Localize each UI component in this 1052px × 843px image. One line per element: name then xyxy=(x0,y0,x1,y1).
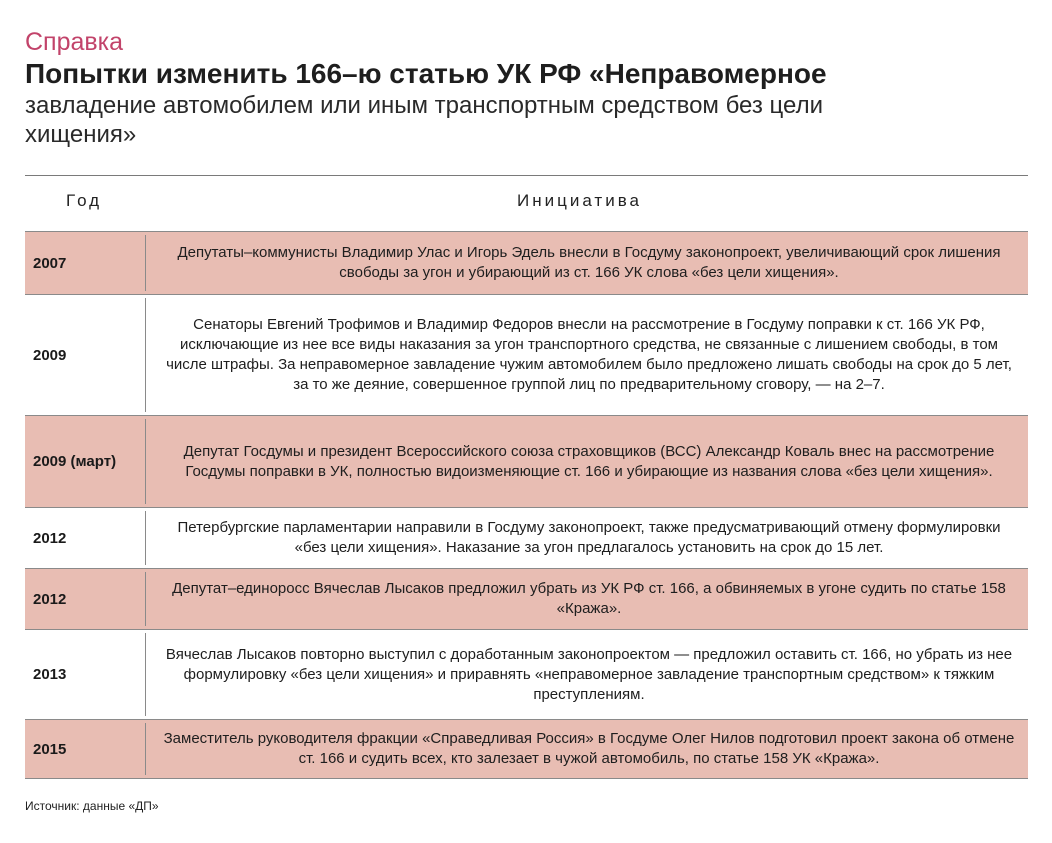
row-year: 2012 xyxy=(33,590,67,608)
row-year: 2015 xyxy=(33,740,67,758)
row-initiative: Заместитель руководителя фракции «Справедливая Россия» в Госдуме Олег Нилов подготовил проект закона об отмене ст. 166 и судить всех, кто залезает в чужой автомобиль, по статье 158 УК «Кража». xyxy=(163,730,1015,767)
row-initiative: Депутат–единоросс Вячеслав Лысаков предложил убрать из УК РФ ст. 166, а обвиняемых в угоне судить по статье 158 «Кража». xyxy=(172,580,1006,617)
row-initiative: Депутат Госдумы и президент Всероссийского союза страховщиков (ВСС) Александр Коваль внес на рассмотрение Госдумы поправки в УК, полностью видоизменяющие ст. 166 и убирающие из названия слова «без цели хищения». xyxy=(183,442,995,480)
row-year: 2009 (март) xyxy=(33,453,117,470)
table-row xyxy=(25,415,1028,507)
column-header-year: Год xyxy=(66,191,103,210)
initiatives-table xyxy=(25,231,1028,779)
row-year: 2012 xyxy=(33,529,67,547)
row-initiative: Сенаторы Евгений Трофимов и Владимир Федоров внесли на рассмотрение в Госдуму поправки к ст. 166 УК РФ, исключающие из нее все виды наказания за угон транспортного средства, не связанные с лишением свободы, в том числе штрафы. За неправомерное завладение чужим автомобилем было предложено лишать свободы на срок до 5 лет, за то же деяние, совершенное группой лиц по предварительному сговору, — на 2–7. xyxy=(166,316,1012,393)
table-row xyxy=(25,568,1028,629)
column-header-initiative: Инициатива xyxy=(517,191,642,210)
row-initiative: Вячеслав Лысаков повторно выступил с доработанным законопроектом — предложил оставить ст. 166, но убрать из нее формулировку «без цели хищения» и приравнять «неправомерное завладение транспортным средством» к тяжким преступлениям. xyxy=(165,645,1013,703)
table-row xyxy=(25,719,1028,779)
page-title: Попытки изменить 166–ю статью УК РФ «Неправомерное xyxy=(25,58,827,89)
table-row xyxy=(25,231,1028,294)
kicker: Справка xyxy=(25,28,124,56)
table-row xyxy=(25,294,1028,415)
table-row xyxy=(25,507,1028,568)
row-year: 2007 xyxy=(33,254,67,272)
table-row xyxy=(25,629,1028,719)
row-initiative: Депутаты–коммунисты Владимир Улас и Игорь Эдель внесли в Госдуму законопроект, увеличивающий срок лишения свободы за угон и убирающий из ст. 166 УК слова «без цели хищения». xyxy=(177,244,1001,281)
row-year: 2009 xyxy=(33,346,67,364)
page-subtitle: завладение автомобилем или иным транспортным средством без цели хищения» xyxy=(25,92,823,148)
row-initiative: Петербургские парламентарии направили в Госдуму законопроект, также предусматривающий отмену формулировки «без цели хищения». Наказание за угон предлагалось установить на срок до 15 лет. xyxy=(177,519,1001,556)
source-note: Источник: данные «ДП» xyxy=(25,799,159,813)
top-divider xyxy=(25,175,1028,176)
row-year: 2013 xyxy=(33,666,67,683)
